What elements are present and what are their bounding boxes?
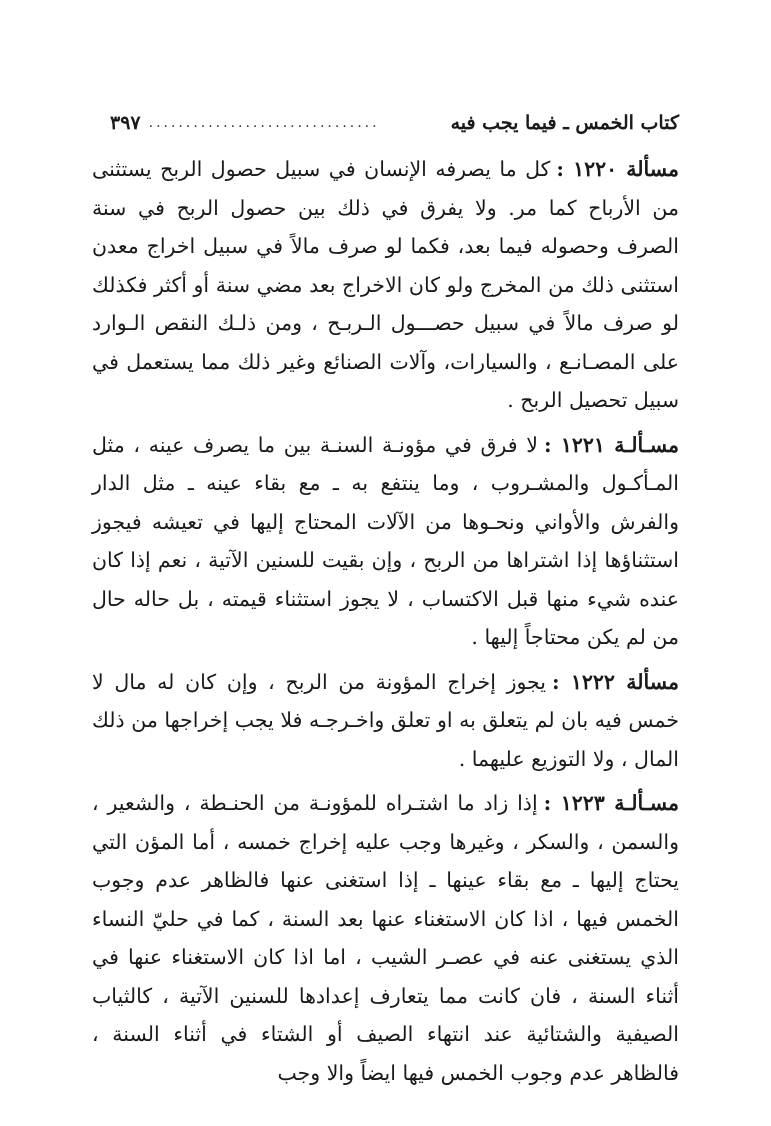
issue-label: مسـألـة ١٢٢١ : bbox=[543, 432, 679, 457]
paragraph-text: لا فرق في مؤونـة السنـة بين ما يصرف عينه ، مثل المـأكـول والمشـروب ، وما ينتفع به ـ مع بقاء عينه ـ مثل الدار والفرش والأواني ونحـوها من الآلات المحتاج إليها في تعيشه فيجوز استثناؤها إذا اشتراها من الربح ، وإن بقيت للسنين الآتية ، نعم إذا كان عنده شيء منها قبل الاكتساب ، لا يجوز استثناء قيمته ، بل حاله حال من لم يكن محتاجاً إليها . bbox=[92, 432, 679, 649]
issue-label: مسألة ١٢٢٢ : bbox=[552, 669, 679, 694]
issue-label: مسـألـة ١٢٢٣ : bbox=[543, 791, 679, 815]
paragraph-text: يجوز إخراج المؤونة من الربح ، وإن كان له مال لا خمس فيه بان لم يتعلق به او تعلق واخـرجـه فلا يجب إخراجها من ذلك المال ، ولا التوزيع عليهما . bbox=[92, 669, 679, 771]
paragraph-text: إذا زاد ما اشتـراه للمؤونـة من الحنـطة ، والشعير ، والسمن ، والسكر ، وغيرها وجب عليه إخراج خمسه ، أما المؤن التي يحتاج إليها ـ مع بقاء عينها ـ إذا استغنى عنها فالظاهر عدم وجوب الخمس فيها ، اذا كان الاستغناء عنها بعد السنة ، كما في حليّ النساء الذي يستغنى عنه في عصـر الشيب ، اما اذا كان الاستغناء عنها في أثناء السنة ، فان كانت مما يتعارف إعدادها للسنين الآتية ، كالثياب الصيفية والشتائية عند انتهاء الصيف أو الشتاء في أثناء السنة ، فالظاهر عدم وجوب الخمس فيها ايضاً والا وجب bbox=[92, 791, 679, 1085]
body-text bbox=[92, 150, 679, 1098]
paragraph-text: كل ما يصرفه الإنسان في سبيل حصول الربح يستثنى من الأرباح كما مر. ولا يفرق في ذلك بين حصول الربح في سنة الصرف وحصوله فيما بعد، فكما لو صرف مالاً في سبيل اخراج معدن استثنى ذلك من المخرج ولو كان الاخراج بعد مضي سنة أو أكثر فكذلك لو صرف مالاً في سبيل حصـــول الـربـح ، ومن ذلـك النقص الـوارد على المصـانـع ، والسيارات، وآلات الصنائع وغير ذلك مما يستعمل في سبيل تحصيل الربح . bbox=[92, 157, 679, 412]
page-number: ٣٩٧ bbox=[110, 112, 141, 134]
paragraph-1221 bbox=[92, 426, 679, 657]
paragraph-1222 bbox=[92, 663, 679, 779]
page-header bbox=[110, 108, 679, 138]
issue-label: مسألة ١٢٢٠ : bbox=[556, 157, 679, 181]
running-title: كتاب الخمس ـ فيما يجب فيه bbox=[450, 112, 679, 134]
paragraph-1220 bbox=[92, 150, 679, 420]
dot-leader: ............................... bbox=[148, 115, 380, 131]
paragraph-1223 bbox=[92, 784, 679, 1092]
